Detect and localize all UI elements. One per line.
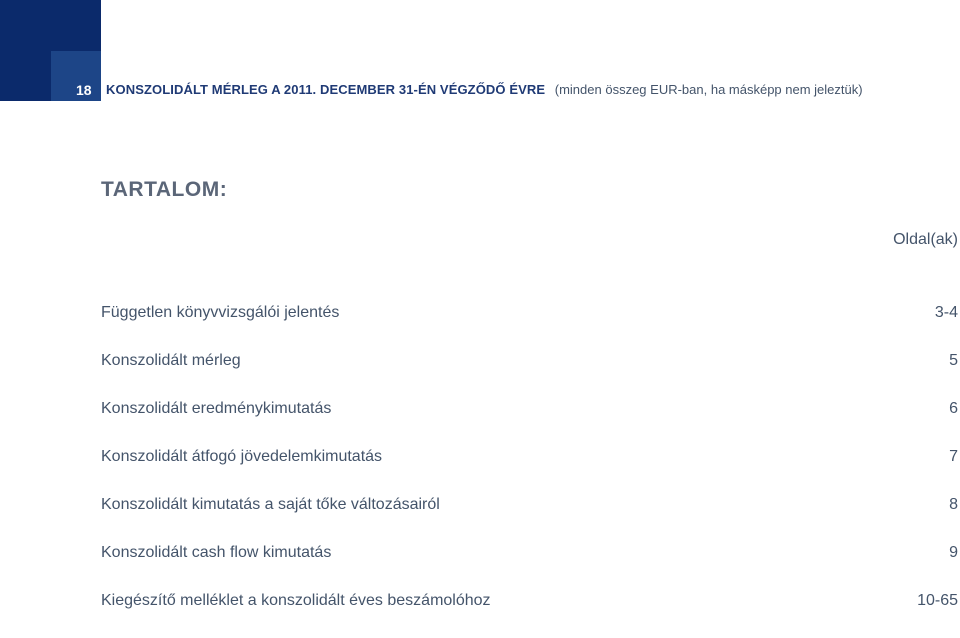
toc-item-income-statement bbox=[101, 398, 958, 446]
toc-item-label: Konszolidált kimutatás a saját tőke változásairól bbox=[101, 496, 440, 513]
toc-item-label: Független könyvvizsgálói jelentés bbox=[101, 304, 340, 321]
page-header bbox=[106, 80, 863, 100]
header-note: (minden összeg EUR-ban, ha másképp nem jeleztük) bbox=[554, 82, 863, 97]
toc-item-label: Kiegészítő melléklet a konszolidált éves beszámolóhoz bbox=[101, 592, 491, 609]
toc-item-equity-changes bbox=[101, 494, 958, 542]
toc-item-pages: 9 bbox=[949, 544, 958, 561]
toc-item-cash-flow bbox=[101, 542, 958, 590]
toc-item-label: Konszolidált cash flow kimutatás bbox=[101, 544, 332, 561]
toc-item-pages: 7 bbox=[949, 448, 958, 465]
header-title: KONSZOLIDÁLT MÉRLEG A 2011. DECEMBER 31-ÉN VÉGZŐDŐ ÉVRE bbox=[106, 82, 546, 97]
page-column-label: Oldal(ak) bbox=[893, 231, 958, 248]
page-number: 18 bbox=[76, 82, 92, 98]
toc-item-pages: 8 bbox=[949, 496, 958, 513]
toc-item-label: Konszolidált átfogó jövedelemkimutatás bbox=[101, 448, 383, 465]
toc-list bbox=[101, 302, 958, 638]
toc-item-label: Konszolidált eredménykimutatás bbox=[101, 400, 332, 417]
toc-item-auditor-report bbox=[101, 302, 958, 350]
toc-heading: TARTALOM: bbox=[101, 178, 228, 201]
toc-item-notes bbox=[101, 590, 958, 638]
toc-item-pages: 3-4 bbox=[934, 304, 958, 321]
toc-item-pages: 5 bbox=[949, 352, 958, 369]
toc-item-comprehensive-income bbox=[101, 446, 958, 494]
toc-item-pages: 10-65 bbox=[917, 592, 958, 609]
toc-item-label: Konszolidált mérleg bbox=[101, 352, 241, 369]
toc-item-pages: 6 bbox=[949, 400, 958, 417]
toc-item-balance-sheet bbox=[101, 350, 958, 398]
